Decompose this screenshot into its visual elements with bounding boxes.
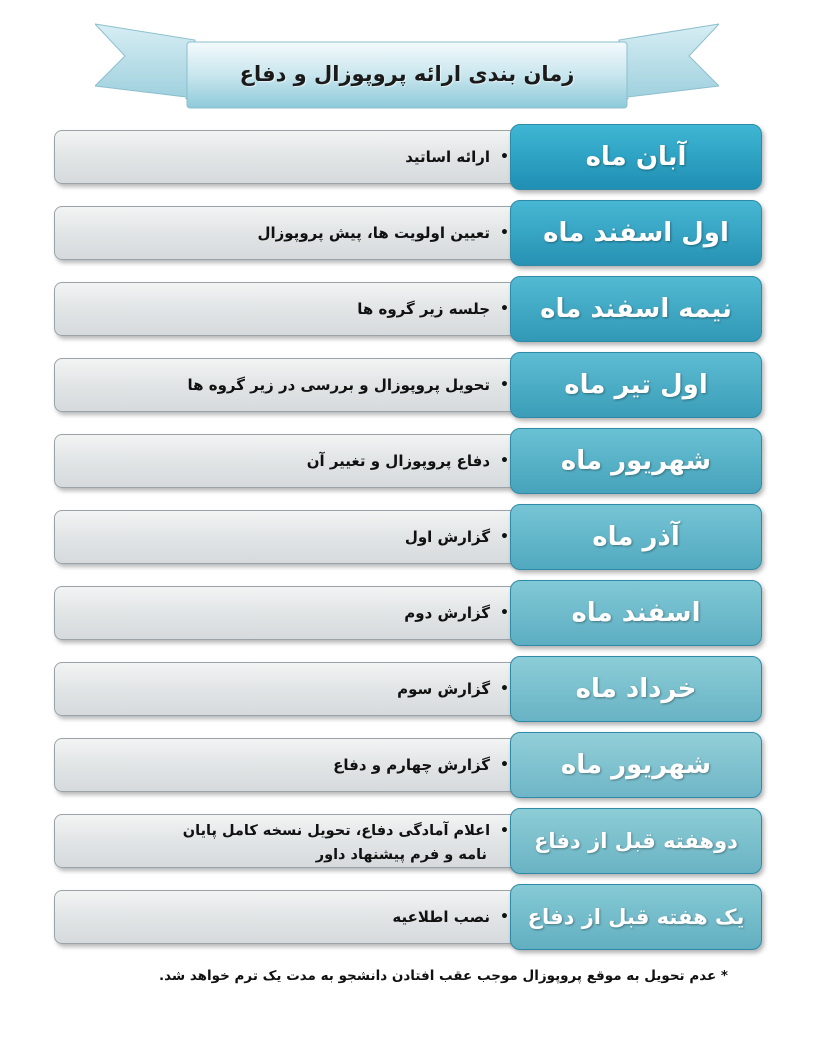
bullet-icon: • — [500, 529, 509, 545]
timeline-row — [52, 276, 762, 344]
description-box — [54, 282, 534, 336]
row-description: گزارش چهارم و دفاع — [333, 756, 491, 774]
description-box — [54, 510, 534, 564]
description-box — [54, 738, 534, 792]
timeline-row — [52, 504, 762, 572]
description-box — [54, 206, 534, 260]
row-description: گزارش سوم — [397, 680, 491, 698]
title-banner — [95, 14, 719, 114]
row-description: جلسه زیر گروه ها — [357, 300, 491, 318]
timeline — [52, 124, 762, 952]
bullet-icon: • — [500, 823, 509, 839]
timeline-row — [52, 656, 762, 724]
description-box — [54, 434, 534, 488]
bullet-icon: • — [500, 909, 509, 925]
row-description: گزارش اول — [404, 528, 491, 546]
month-label: اول اسفند ماه — [510, 200, 762, 266]
bullet-icon: • — [500, 757, 509, 773]
bullet-icon: • — [500, 377, 509, 393]
row-description: تحویل پروپوزال و بررسی در زیر گروه ها — [187, 376, 491, 394]
month-label: نیمه اسفند ماه — [510, 276, 762, 342]
row-description-line2: نامه و فرم پیشنهاد داور — [315, 847, 487, 863]
timeline-row — [52, 124, 762, 192]
bullet-icon: • — [500, 225, 509, 241]
description-box — [54, 662, 534, 716]
bullet-icon: • — [500, 149, 509, 165]
description-box — [54, 814, 534, 868]
month-label: آذر ماه — [510, 504, 762, 570]
description-box — [54, 358, 534, 412]
timeline-row — [52, 884, 762, 952]
month-label: آبان ماه — [510, 124, 762, 190]
month-label: شهریور ماه — [510, 428, 762, 494]
page-title: زمان بندی ارائه پروپوزال و دفاع — [239, 62, 575, 86]
bullet-icon: • — [500, 301, 509, 317]
timeline-row — [52, 808, 762, 876]
bullet-icon: • — [500, 681, 509, 697]
month-label: خرداد ماه — [510, 656, 762, 722]
month-label: شهریور ماه — [510, 732, 762, 798]
row-description: گزارش دوم — [404, 604, 491, 622]
timeline-row — [52, 732, 762, 800]
timeline-row — [52, 428, 762, 496]
month-label: اسفند ماه — [510, 580, 762, 646]
row-description: ارائه اساتید — [405, 148, 491, 166]
row-description: تعیین اولویت ها، پیش پروپوزال — [257, 224, 491, 242]
row-description: نصب اطلاعیه — [392, 908, 491, 926]
bullet-icon: • — [500, 453, 509, 469]
description-box — [54, 890, 534, 944]
footnote: * عدم تحویل به موقع پروپوزال موجب عقب افتادن دانشجو به مدت یک ترم خواهد شد. — [158, 968, 728, 984]
row-description: دفاع پروپوزال و تغییر آن — [306, 452, 491, 470]
description-box — [54, 586, 534, 640]
timeline-row — [52, 580, 762, 648]
bullet-icon: • — [500, 605, 509, 621]
month-label: اول تیر ماه — [510, 352, 762, 418]
month-label: یک هفته قبل از دفاع — [510, 884, 762, 950]
description-box — [54, 130, 534, 184]
month-label: دوهفته قبل از دفاع — [510, 808, 762, 874]
timeline-row — [52, 352, 762, 420]
row-description-line1: اعلام آمادگی دفاع، تحویل نسخه کامل پایان — [182, 823, 491, 839]
timeline-row — [52, 200, 762, 268]
